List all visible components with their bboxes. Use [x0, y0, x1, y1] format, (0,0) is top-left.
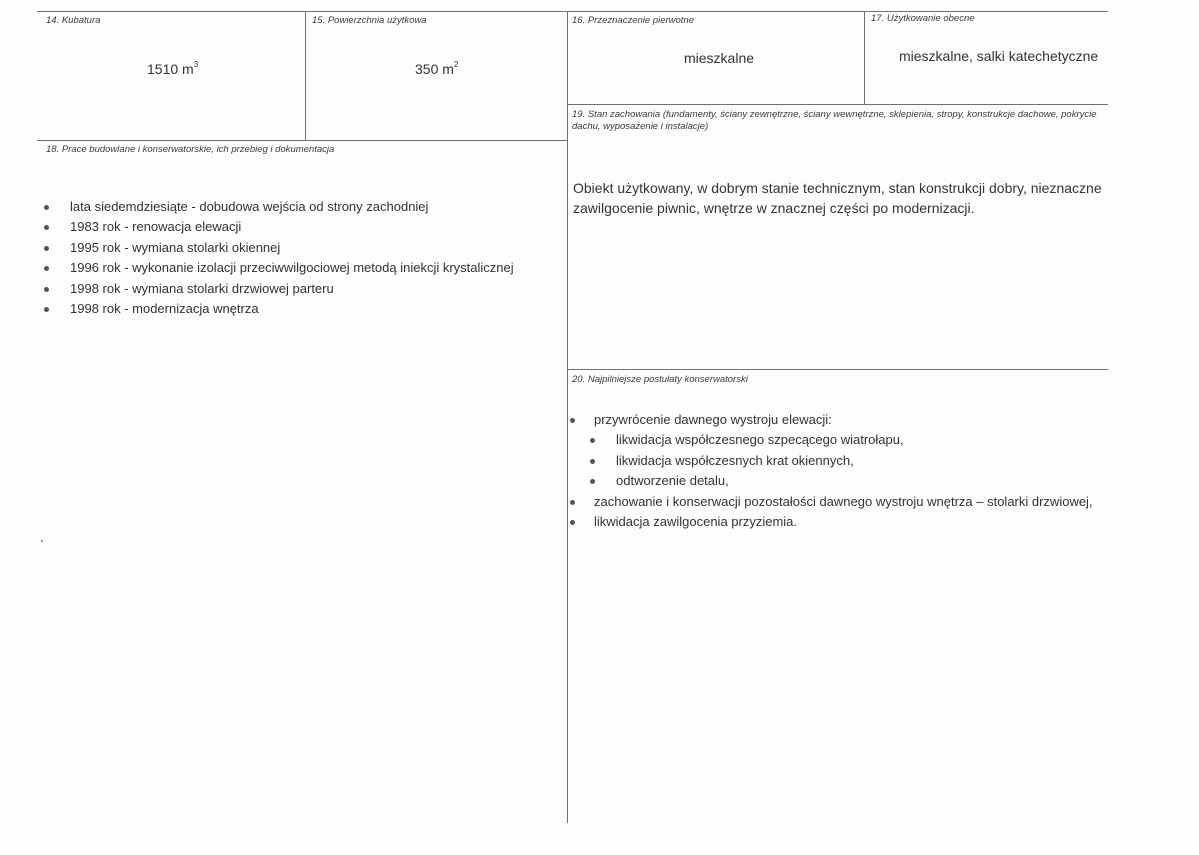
powierzchnia-value: 350 $m^2$ [415, 60, 459, 77]
prace-item: 1996 rok - wykonanie izolacji przeciwwilgociowej metodą iniekcji krystalicznej [40, 258, 514, 278]
przeznaczenie-label: 16. Przeznaczenie pierwotne [572, 15, 694, 26]
prace-item: 1995 rok - wymiana stolarki okiennej [40, 238, 514, 258]
prace-item: 1983 rok - renowacja elewacji [40, 217, 514, 237]
top-border-line [37, 11, 1108, 12]
postulaty-subitem: likwidacja współczesnych krat okiennych, [566, 451, 1093, 471]
stan-zachowania-label: 19. Stan zachowania (fundamenty, ściany zewnętrzne, ściany wewnętrzne, sklepienia, stropy, konstrukcje dachowe, pokrycie dachu, wyposażenie i instalacje) [572, 109, 1097, 132]
postulaty-subitem: likwidacja współczesnego szpecącego wiatrołapu, [566, 430, 1093, 450]
przeznaczenie-value: mieszkalne [684, 50, 755, 66]
divider-14-15 [305, 11, 306, 140]
divider-19-20 [567, 369, 1108, 370]
postulaty-item: przywrócenie dawnego wystroju elewacji: [566, 410, 1093, 430]
kubatura-value: 1510 $m^3$ [147, 60, 199, 77]
prace-label: 18. Prace budowlane i konserwatorskie, ich przebieg i dokumentacja [46, 144, 335, 155]
uzytkowanie-label: 17. Użytkowanie obecne [871, 13, 975, 24]
prace-item: lata siedemdziesiąte - dobudowa wejścia od strony zachodniej [40, 197, 514, 217]
kubatura-label: 14. Kubatura [46, 15, 101, 26]
divider-15-18 [37, 140, 567, 141]
uzytkowanie-value: mieszkalne, salki katechetyczne [899, 48, 1099, 64]
prace-item: 1998 rok - wymiana stolarki drzwiowej parteru [40, 279, 514, 299]
divider-16-19 [567, 104, 1108, 105]
prace-list [40, 197, 514, 319]
postulaty-label: 20. Najpilniejsze postulaty konserwatorski [572, 374, 748, 385]
postulaty-subitem: odtworzenie detalu, [566, 471, 1093, 491]
powierzchnia-label: 15. Powierzchnia użytkowa [312, 15, 427, 26]
stan-zachowania-text: Obiekt użytkowany, w dobrym stanie technicznym, stan konstrukcji dobry, nieznaczne zawilgocenie piwnic, wnętrze w znacznej części po modernizacji. [573, 180, 1102, 216]
divider-16-17 [864, 11, 865, 104]
scan-speck [41, 540, 43, 542]
postulaty-item: zachowanie i konserwacji pozostałości dawnego wystroju wnętrza – stolarki drzwiowej, [566, 492, 1093, 512]
postulaty-list [566, 410, 1093, 532]
postulaty-item: likwidacja zawilgocenia przyziemia. [566, 512, 1093, 532]
prace-item: 1998 rok - modernizacja wnętrza [40, 299, 514, 319]
